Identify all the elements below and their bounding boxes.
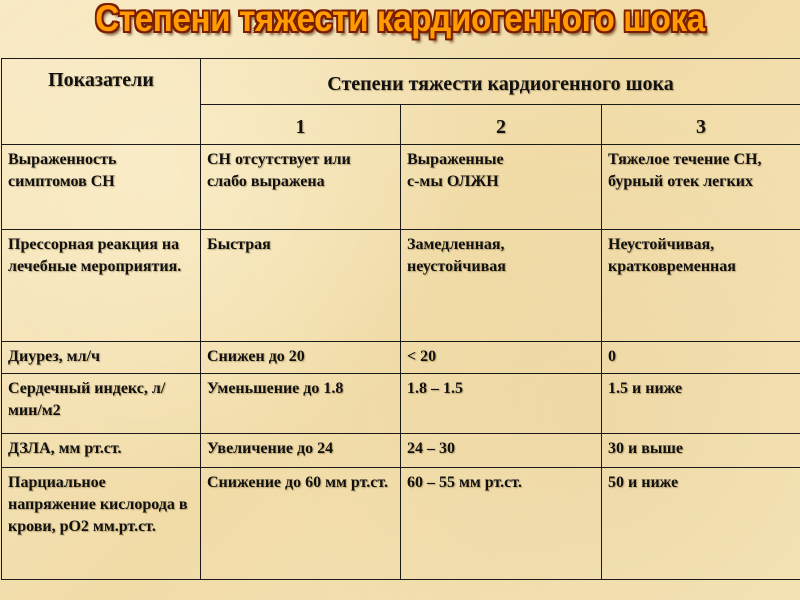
header-degree-1: 1 bbox=[201, 105, 401, 145]
page-title: Степени тяжести кардиогенного шока bbox=[95, 0, 705, 39]
indicator-cell: Парциальное напряжение кислорода в крови, рО2 мм.рт.ст. bbox=[2, 468, 201, 580]
indicator-cell: Выраженность симптомов СН bbox=[2, 145, 201, 230]
degree-3-cell: 30 и выше bbox=[602, 434, 800, 468]
degree-1-cell: Снижен до 20 bbox=[201, 342, 401, 374]
degree-2-cell: Выраженные с-мы ОЛЖН bbox=[401, 145, 602, 230]
table-row bbox=[2, 145, 800, 230]
header-degree-2: 2 bbox=[401, 105, 602, 145]
degree-1-cell: Быстрая bbox=[201, 230, 401, 342]
degree-3-cell: Тяжелое течение СН, бурный отек легких bbox=[602, 145, 800, 230]
degree-1-cell: СН отсутствует или слабо выражена bbox=[201, 145, 401, 230]
degree-1-cell: Снижение до 60 мм рт.ст. bbox=[201, 468, 401, 580]
table-row bbox=[2, 342, 800, 374]
degree-2-cell: 24 – 30 bbox=[401, 434, 602, 468]
degree-2-cell: 1.8 – 1.5 bbox=[401, 374, 602, 434]
indicator-cell: Сердечный индекс, л/мин/м2 bbox=[2, 374, 201, 434]
header-row bbox=[2, 59, 800, 105]
degree-2-cell: 60 – 55 мм рт.ст. bbox=[401, 468, 602, 580]
indicator-cell: Прессорная реакция на лечебные мероприятия. bbox=[2, 230, 201, 342]
degree-3-cell: Неустойчивая, кратковременная bbox=[602, 230, 800, 342]
degree-2-cell: < 20 bbox=[401, 342, 602, 374]
table-row bbox=[2, 374, 800, 434]
table-row bbox=[2, 468, 800, 580]
indicator-cell: ДЗЛА, мм рт.ст. bbox=[2, 434, 201, 468]
table-row bbox=[2, 434, 800, 468]
degree-2-cell: Замедленная, неустойчивая bbox=[401, 230, 602, 342]
header-indicator: Показатели bbox=[2, 59, 201, 145]
degree-1-cell: Увеличение до 24 bbox=[201, 434, 401, 468]
header-severity-group: Степени тяжести кардиогенного шока bbox=[201, 59, 800, 105]
degree-3-cell: 0 bbox=[602, 342, 800, 374]
table-row bbox=[2, 230, 800, 342]
degree-3-cell: 50 и ниже bbox=[602, 468, 800, 580]
indicator-cell: Диурез, мл/ч bbox=[2, 342, 201, 374]
severity-table bbox=[1, 58, 800, 580]
degree-1-cell: Уменьшение до 1.8 bbox=[201, 374, 401, 434]
header-degree-3: 3 bbox=[602, 105, 800, 145]
degree-3-cell: 1.5 и ниже bbox=[602, 374, 800, 434]
